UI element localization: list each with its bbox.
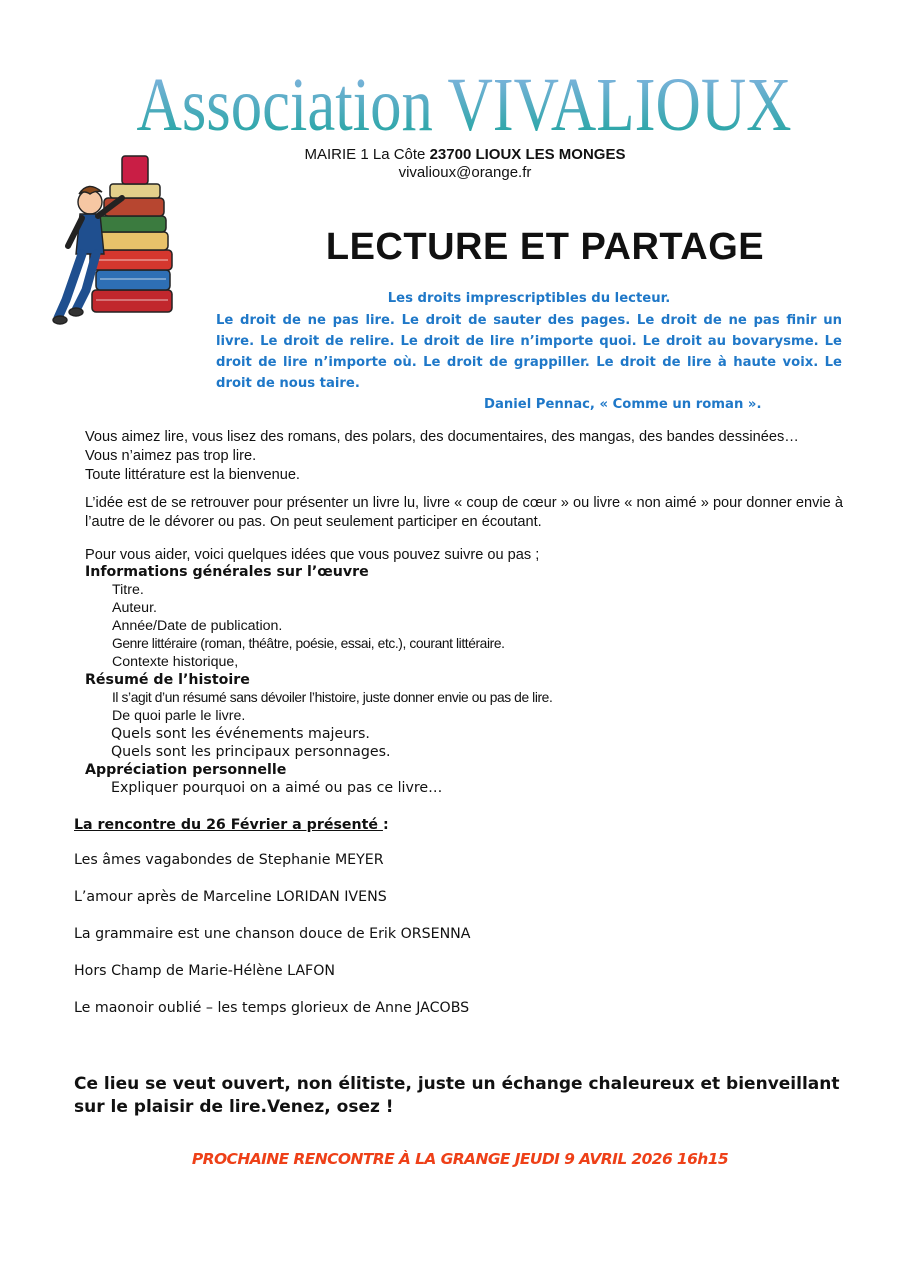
book-item: Les âmes vagabondes de Stephanie MEYER <box>74 852 384 868</box>
email-address: vivalioux@orange.fr <box>398 164 532 181</box>
outline-item: Auteur. <box>112 600 157 616</box>
quote-author: Daniel Pennac, « Comme un roman ». <box>484 397 762 412</box>
intro-line: Toute littérature est la bienvenue. <box>85 467 300 483</box>
outline-item: Titre. <box>112 582 144 598</box>
idea-paragraph: L’idée est de se retrouver pour présenter un livre lu, livre « coup de cœur » ou livre « non aimé » pour donner envie à l’autre de le dévorer ou pas. On peut seulement participer en écoutant. <box>85 495 843 530</box>
section-heading-general: Informations générales sur l’œuvre <box>85 564 369 580</box>
intro-line: Vous aimez lire, vous lisez des romans, des polars, des documentaires, des mangas, des bandes dessinées… <box>85 429 799 445</box>
outline-item: Quels sont les événements majeurs. <box>111 726 370 742</box>
outline-item: Il s’agit d’un résumé sans dévoiler l’histoire, juste donner envie ou pas de lire. <box>112 690 553 705</box>
outline-item: De quoi parle le livre. <box>112 708 246 724</box>
meeting-heading-text: La rencontre du 26 Février a présenté <box>74 817 383 833</box>
quote-heading: Les droits imprescriptibles du lecteur. <box>387 291 671 306</box>
section-heading-summary: Résumé de l’histoire <box>85 672 250 688</box>
meeting-heading-colon: : <box>382 817 389 833</box>
closing-statement: Ce lieu se veut ouvert, non élitiste, juste un échange chaleureux et bienveillant sur le plaisir de lire.Venez, osez ! <box>74 1074 840 1117</box>
address-prefix: MAIRIE 1 La Côte <box>304 146 430 163</box>
quote-body: Le droit de ne pas lire. Le droit de sauter des pages. Le droit de ne pas finir un livre. Le droit de relire. Le droit de lire n’importe quoi. Le droit au bovarysme. Le droit de lire n’importe où. Le droit de grappiller. Le droit de lire à haute voix. Le droit de nous taire. <box>216 313 842 391</box>
book-item: La grammaire est une chanson douce de Erik ORSENNA <box>74 926 471 942</box>
outline-item: Année/Date de publication. <box>112 618 283 634</box>
address-postcode-town: 23700 LIOUX LES MONGES <box>429 146 626 163</box>
association-logo-title <box>0 50 900 150</box>
outline-item: Quels sont les principaux personnages. <box>111 744 391 760</box>
outline-item: Expliquer pourquoi on a aimé ou pas ce livre… <box>111 780 443 796</box>
next-meeting-announcement: PROCHAINE RENCONTRE À LA GRANGE JEUDI 9 AVRIL 2026 16h15 <box>191 1150 729 1168</box>
discussion-outline <box>85 563 845 797</box>
book-list <box>74 850 854 1035</box>
page-title: LECTURE ET PARTAGE <box>325 226 765 268</box>
meeting-heading <box>74 815 389 835</box>
book-item: L’amour après de Marceline LORIDAN IVENS <box>74 889 387 905</box>
association-name-text: Association VIVALIOUX <box>136 63 792 147</box>
book-item: Le maonoir oublié – les temps glorieux de Anne JACOBS <box>74 1000 470 1016</box>
section-heading-appreciation: Appréciation personnelle <box>85 762 287 778</box>
intro-paragraph <box>85 428 845 485</box>
outline-item: Genre littéraire (roman, théâtre, poésie, essai, etc.), courant littéraire. <box>112 636 505 651</box>
child-reading-books-illustration <box>52 150 182 330</box>
intro-line: Vous n’aimez pas trop lire. <box>85 448 257 464</box>
outline-item: Contexte historique, <box>112 654 239 670</box>
book-item: Hors Champ de Marie-Hélène LAFON <box>74 963 335 979</box>
help-line: Pour vous aider, voici quelques idées que vous pouvez suivre ou pas ; <box>85 547 540 563</box>
